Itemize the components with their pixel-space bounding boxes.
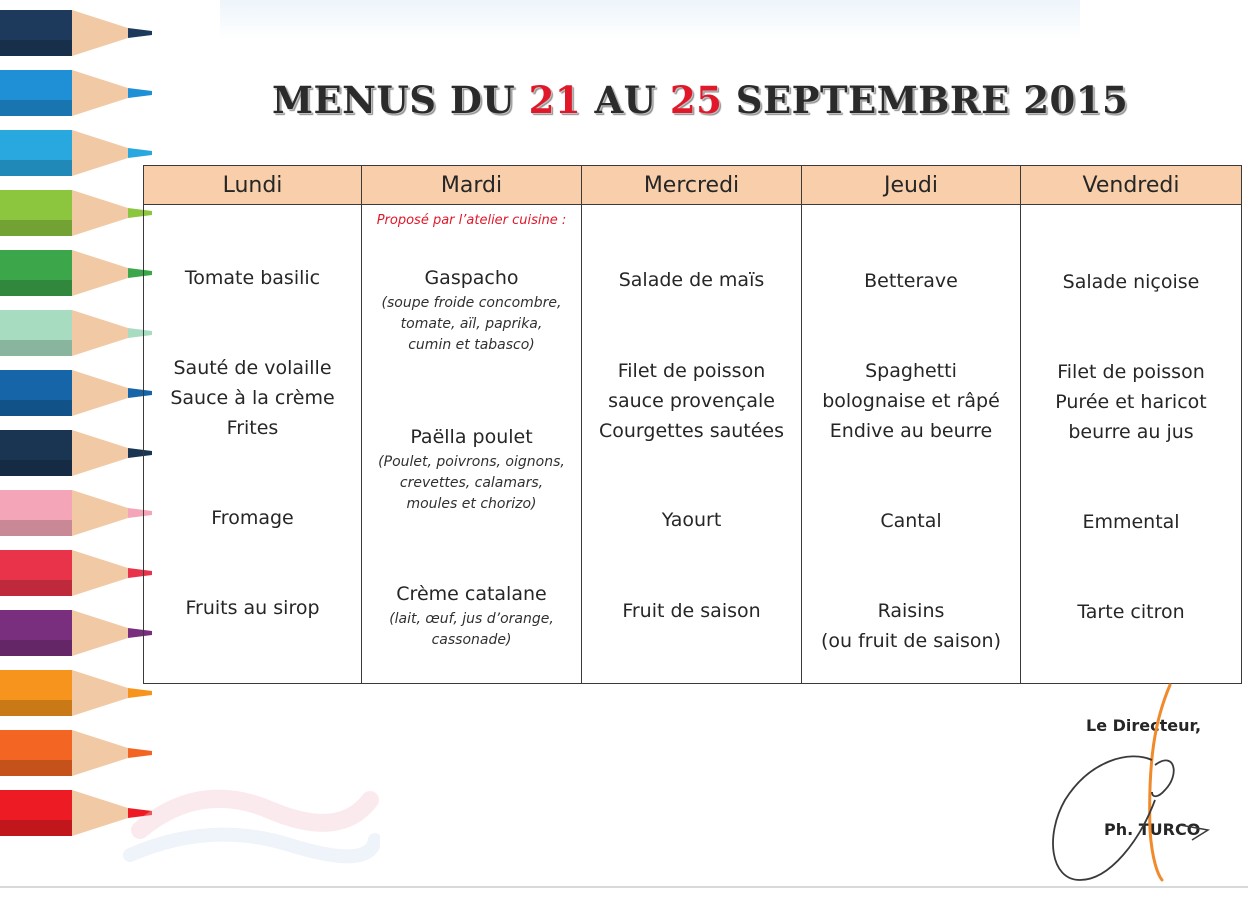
pencil [0,490,152,536]
mercredi-laitage: Yaourt [661,509,722,531]
cell-lundi [144,205,362,684]
pencil [0,550,152,596]
vendredi-laitage: Emmental [1082,511,1180,533]
director-name: Ph. TURCO [1104,820,1201,839]
pencil [0,610,152,656]
mardi-entree: Gaspacho (soupe froide concombre, tomate, aïl, paprika, cumin et tabasco) [381,267,562,353]
vendredi-dessert: Tarte citron [1077,601,1185,623]
top-wash-decoration [220,0,1080,40]
header-lundi: Lundi [144,166,362,205]
title-start-day: 21 [528,78,582,122]
vendredi-entree: Salade niçoise [1062,271,1200,293]
page-bottom-rule [0,886,1248,888]
pencil [0,370,152,416]
pencil [0,10,152,56]
pencil [0,250,152,296]
mardi-plat: Paëlla poulet (Poulet, poivrons, oignons, crevettes, calamars, moules et chorizo) [378,426,565,512]
mercredi-entree: Salade de maïs [618,269,765,291]
pencil [0,190,152,236]
vendredi-plat: Filet de poisson Purée et haricot beurre au jus [1055,361,1207,443]
pencil [0,70,152,116]
mercredi-plat: Filet de poisson sauce provençale Courgettes sautées [599,360,784,442]
header-mercredi: Mercredi [582,166,802,205]
jeudi-entree: Betterave [864,270,958,292]
jeudi-laitage: Cantal [880,510,942,532]
lundi-plat: Sauté de volaille Sauce à la crème Frites [170,357,335,439]
mardi-atelier-note: Proposé par l’atelier cuisine : [376,213,567,228]
pencil [0,430,152,476]
cell-vendredi [1021,205,1242,684]
table-body-row [144,205,1242,684]
pencil [0,670,152,716]
title-end-day: 25 [669,78,723,122]
header-vendredi: Vendredi [1021,166,1242,205]
mercredi-dessert: Fruit de saison [622,600,761,622]
pencil [0,310,152,356]
lundi-dessert: Fruits au sirop [185,597,320,619]
jeudi-plat: Spaghetti bolognaise et râpé Endive au beurre [822,360,1000,442]
menu-title: MENUS DU 21 AU 25 SEPTEMBRE 2015 [272,78,1129,122]
cell-jeudi [802,205,1021,684]
pencil [0,130,152,176]
director-title: Le Directeur, [1086,716,1202,735]
header-mardi: Mardi [362,166,582,205]
pencil-smudge-decoration [120,740,380,880]
weekly-menu-table [143,165,1242,684]
lundi-laitage: Fromage [211,507,294,529]
table-header-row [144,166,1242,205]
lundi-entree: Tomate basilic [184,267,321,289]
handwritten-signature [1030,680,1220,885]
jeudi-dessert: Raisins (ou fruit de saison) [820,600,1002,652]
header-jeudi: Jeudi [802,166,1021,205]
cell-mercredi [582,205,802,684]
mardi-dessert: Crème catalane (lait, œuf, jus d’orange, cassonade) [389,583,554,648]
cell-mardi [362,205,582,684]
